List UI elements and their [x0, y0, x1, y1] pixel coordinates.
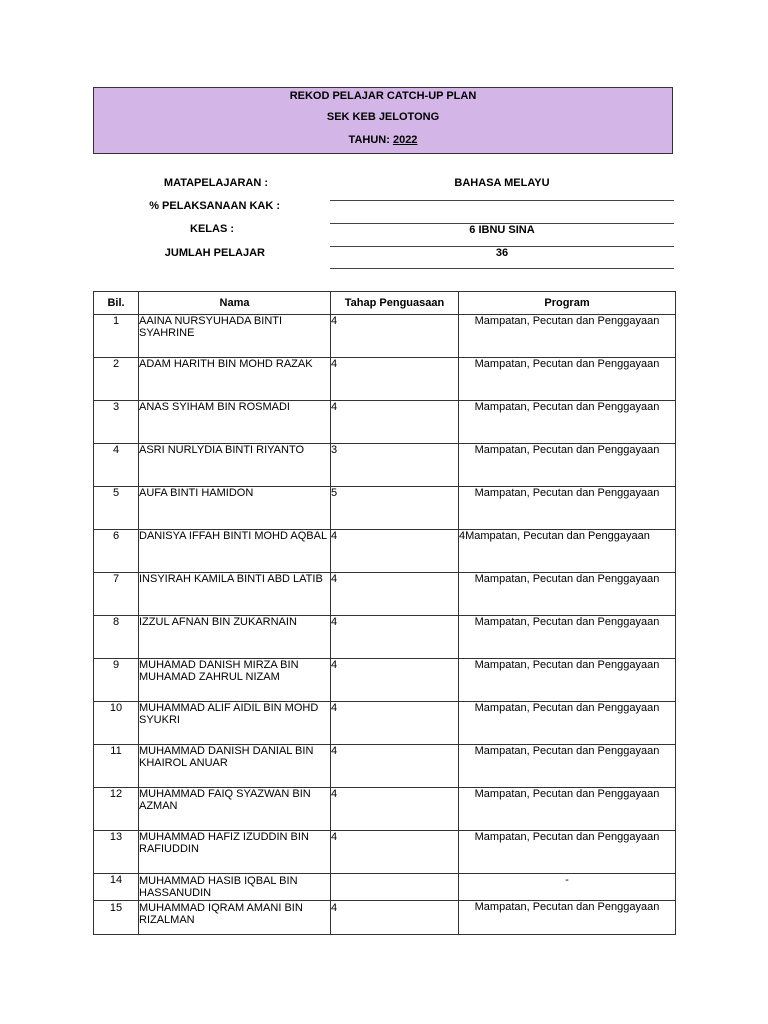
header-year-line [94, 133, 672, 147]
header-title: REKOD PELAJAR CATCH-UP PLAN [289, 90, 477, 102]
cell-tahap: 4 [331, 315, 459, 358]
cell-nama: MUHAMAD DANISH MIRZA BIN MUHAMAD ZAHRUL NIZAM [139, 659, 331, 702]
cell-nama: AAINA NURSYUHADA BINTI SYAHRINE [139, 315, 331, 358]
cell-program: Mampatan, Pecutan dan Penggayaan [459, 358, 676, 401]
students-underline [330, 268, 674, 269]
cell-tahap: 4 [331, 358, 459, 401]
col-header-program: Program [459, 292, 676, 315]
table-row [94, 573, 676, 616]
cell-nama: MUHAMMAD FAIQ SYAZWAN BIN AZMAN [139, 788, 331, 831]
cell-program: Mampatan, Pecutan dan Penggayaan [459, 487, 676, 530]
cell-bil: 3 [94, 401, 139, 444]
cell-tahap: 4 [331, 530, 459, 573]
cell-bil: 13 [94, 831, 139, 874]
col-header-tahap: Tahap Penguasaan [331, 292, 459, 315]
cell-program: 4Mampatan, Pecutan dan Penggayaan [459, 530, 676, 573]
cell-nama: ADAM HARITH BIN MOHD RAZAK [139, 358, 331, 401]
cell-tahap: 4 [331, 831, 459, 874]
cell-bil: 12 [94, 788, 139, 831]
cell-tahap: 4 [331, 616, 459, 659]
cell-tahap: 3 [331, 444, 459, 487]
cell-tahap: 4 [331, 788, 459, 831]
table-row [94, 788, 676, 831]
cell-nama: ANAS SYIHAM BIN ROSMADI [139, 401, 331, 444]
class-value: 6 IBNU SINA [469, 224, 535, 236]
cell-nama: MUHAMMAD HASIB IQBAL BIN HASSANUDIN [139, 874, 331, 901]
cell-bil: 4 [94, 444, 139, 487]
cell-program: Mampatan, Pecutan dan Penggayaan [459, 702, 676, 745]
cell-bil: 10 [94, 702, 139, 745]
cell-program: Mampatan, Pecutan dan Penggayaan [459, 444, 676, 487]
year-value: 2022 [392, 134, 418, 146]
subject-underline [330, 200, 674, 201]
document-header [93, 87, 673, 154]
cell-tahap: 4 [331, 901, 459, 935]
cell-program: Mampatan, Pecutan dan Penggayaan [459, 659, 676, 702]
cell-tahap: 4 [331, 702, 459, 745]
cell-program: Mampatan, Pecutan dan Penggayaan [459, 401, 676, 444]
cell-program: - [459, 874, 676, 901]
subject-value: BAHASA MELAYU [454, 177, 550, 189]
cell-program: Mampatan, Pecutan dan Penggayaan [459, 901, 676, 935]
cell-bil: 6 [94, 530, 139, 573]
students-value: 36 [495, 247, 509, 259]
cell-nama: DANISYA IFFAH BINTI MOHD AQBAL [139, 530, 331, 573]
table-row [94, 659, 676, 702]
table-row [94, 901, 676, 935]
cell-nama: MUHAMMAD HAFIZ IZUDDIN BIN RAFIUDDIN [139, 831, 331, 874]
cell-bil: 9 [94, 659, 139, 702]
col-header-bil: Bil. [94, 292, 139, 315]
cell-nama: MUHAMMAD DANISH DANIAL BIN KHAIROL ANUAR [139, 745, 331, 788]
table-row [94, 487, 676, 530]
cell-nama: INSYIRAH KAMILA BINTI ABD LATIB [139, 573, 331, 616]
table-row [94, 831, 676, 874]
kak-label: % PELAKSANAAN KAK : [149, 200, 280, 212]
cell-program: Mampatan, Pecutan dan Penggayaan [459, 616, 676, 659]
cell-bil: 5 [94, 487, 139, 530]
cell-bil: 1 [94, 315, 139, 358]
cell-program: Mampatan, Pecutan dan Penggayaan [459, 745, 676, 788]
table-row [94, 616, 676, 659]
cell-program: Mampatan, Pecutan dan Penggayaan [459, 788, 676, 831]
cell-nama: ASRI NURLYDIA BINTI RIYANTO [139, 444, 331, 487]
class-label: KELAS : [190, 223, 234, 235]
cell-bil: 11 [94, 745, 139, 788]
table-row [94, 444, 676, 487]
table-row [94, 315, 676, 358]
cell-nama: IZZUL AFNAN BIN ZUKARNAIN [139, 616, 331, 659]
table-row [94, 702, 676, 745]
cell-tahap [331, 874, 459, 901]
cell-bil: 7 [94, 573, 139, 616]
cell-nama: MUHAMMAD IQRAM AMANI BIN RIZALMAN [139, 901, 331, 935]
students-label: JUMLAH PELAJAR [164, 247, 265, 259]
cell-nama: AUFA BINTI HAMIDON [139, 487, 331, 530]
table-row [94, 401, 676, 444]
table-row [94, 358, 676, 401]
table-row [94, 530, 676, 573]
cell-bil: 14 [94, 874, 139, 901]
col-header-nama: Nama [139, 292, 331, 315]
year-label: TAHUN: [348, 134, 393, 146]
cell-bil: 15 [94, 901, 139, 935]
cell-program: Mampatan, Pecutan dan Penggayaan [459, 573, 676, 616]
cell-program: Mampatan, Pecutan dan Penggayaan [459, 831, 676, 874]
cell-nama: MUHAMMAD ALIF AIDIL BIN MOHD SYUKRI [139, 702, 331, 745]
cell-program: Mampatan, Pecutan dan Penggayaan [459, 315, 676, 358]
header-school: SEK KEB JELOTONG [326, 111, 440, 123]
table-header-row [94, 292, 676, 315]
cell-tahap: 4 [331, 573, 459, 616]
table-row [94, 745, 676, 788]
cell-tahap: 4 [331, 401, 459, 444]
student-records-table [93, 291, 676, 935]
cell-tahap: 4 [331, 659, 459, 702]
subject-label: MATAPELAJARAN : [163, 177, 268, 189]
cell-tahap: 5 [331, 487, 459, 530]
cell-bil: 2 [94, 358, 139, 401]
table-row [94, 874, 676, 901]
cell-tahap: 4 [331, 745, 459, 788]
cell-bil: 8 [94, 616, 139, 659]
